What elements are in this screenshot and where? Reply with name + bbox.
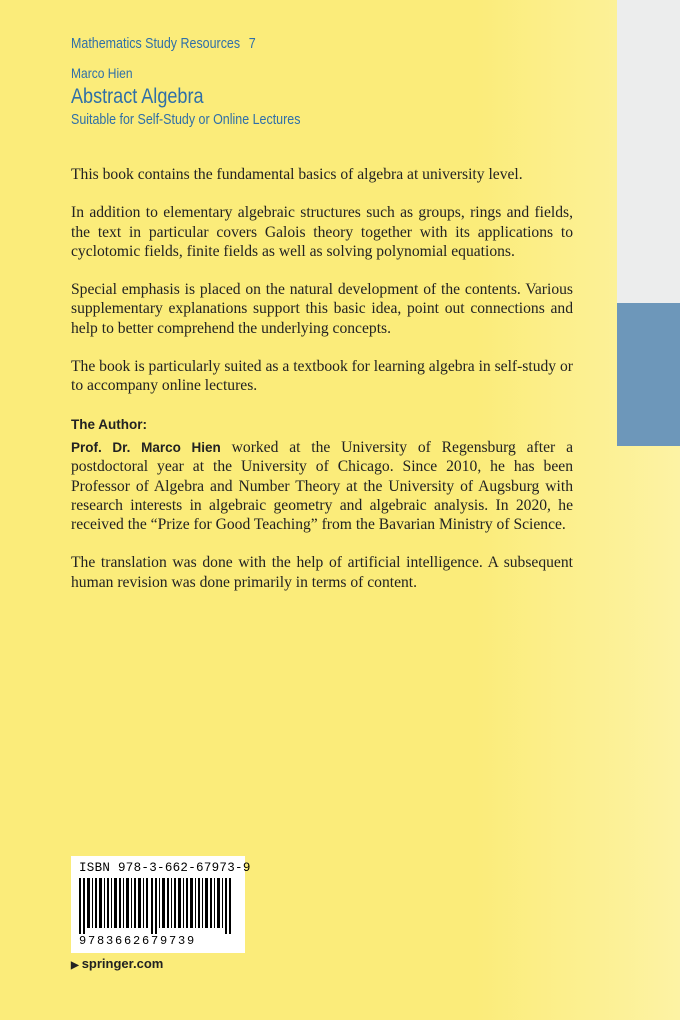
book-subtitle: Suitable for Self-Study or Online Lectures <box>71 112 301 128</box>
publisher-website[interactable]: springer.com <box>81 956 164 971</box>
author-bio <box>71 438 573 534</box>
author-name: Marco Hien <box>71 65 133 81</box>
isbn-text: ISBN 978-3-662-67973-9 <box>79 861 251 875</box>
author-heading: The Author: <box>71 416 147 432</box>
isbn-barcode-box <box>71 856 251 953</box>
publisher-link[interactable] <box>71 956 163 971</box>
translation-note: The translation was done with the help of artificial intelligence. A subsequent human revision was done primarily in terms of content. <box>71 554 573 591</box>
spine-strip-gray <box>617 0 680 303</box>
barcode-icon <box>79 878 237 934</box>
series-number: 7 <box>248 36 256 52</box>
spine-strip-blue <box>617 303 680 446</box>
barcode-digits: 9783662679739 <box>79 934 197 948</box>
blurb <box>71 165 573 592</box>
author-bio-text: worked at the University of Regensburg after a postdoctoral year at the University of Chicago. Since 2010, he has been Professor of Algebra and Number Theory at the University of Augsburg with research interests in algebraic geometry and algebraic analysis. In 2020, he received the “Prize for Good Teaching” from the Bavarian Ministry of Science. <box>71 438 573 534</box>
book-title: Abstract Algebra <box>71 85 204 108</box>
blurb-paragraph: The book is particularly suited as a textbook for learning algebra in self-study or to accompany online lectures. <box>71 358 573 395</box>
blurb-paragraph: This book contains the fundamental basics of algebra at university level. <box>71 166 523 183</box>
blurb-paragraph: Special emphasis is placed on the natural development of the contents. Various supplementary explanations support this basic idea, point out connections and help to better comprehend the underlying concepts. <box>71 281 573 337</box>
blurb-paragraph: In addition to elementary algebraic structures such as groups, rings and fields, the text in particular covers Galois theory together with its applications to cyclotomic fields, finite fields as well as solving polynomial equations. <box>71 204 573 260</box>
series-line <box>71 36 256 52</box>
author-bio-name: Prof. Dr. Marco Hien <box>71 439 221 455</box>
series-name: Mathematics Study Resources <box>71 36 241 52</box>
arrow-right-icon: ▶ <box>71 960 79 971</box>
